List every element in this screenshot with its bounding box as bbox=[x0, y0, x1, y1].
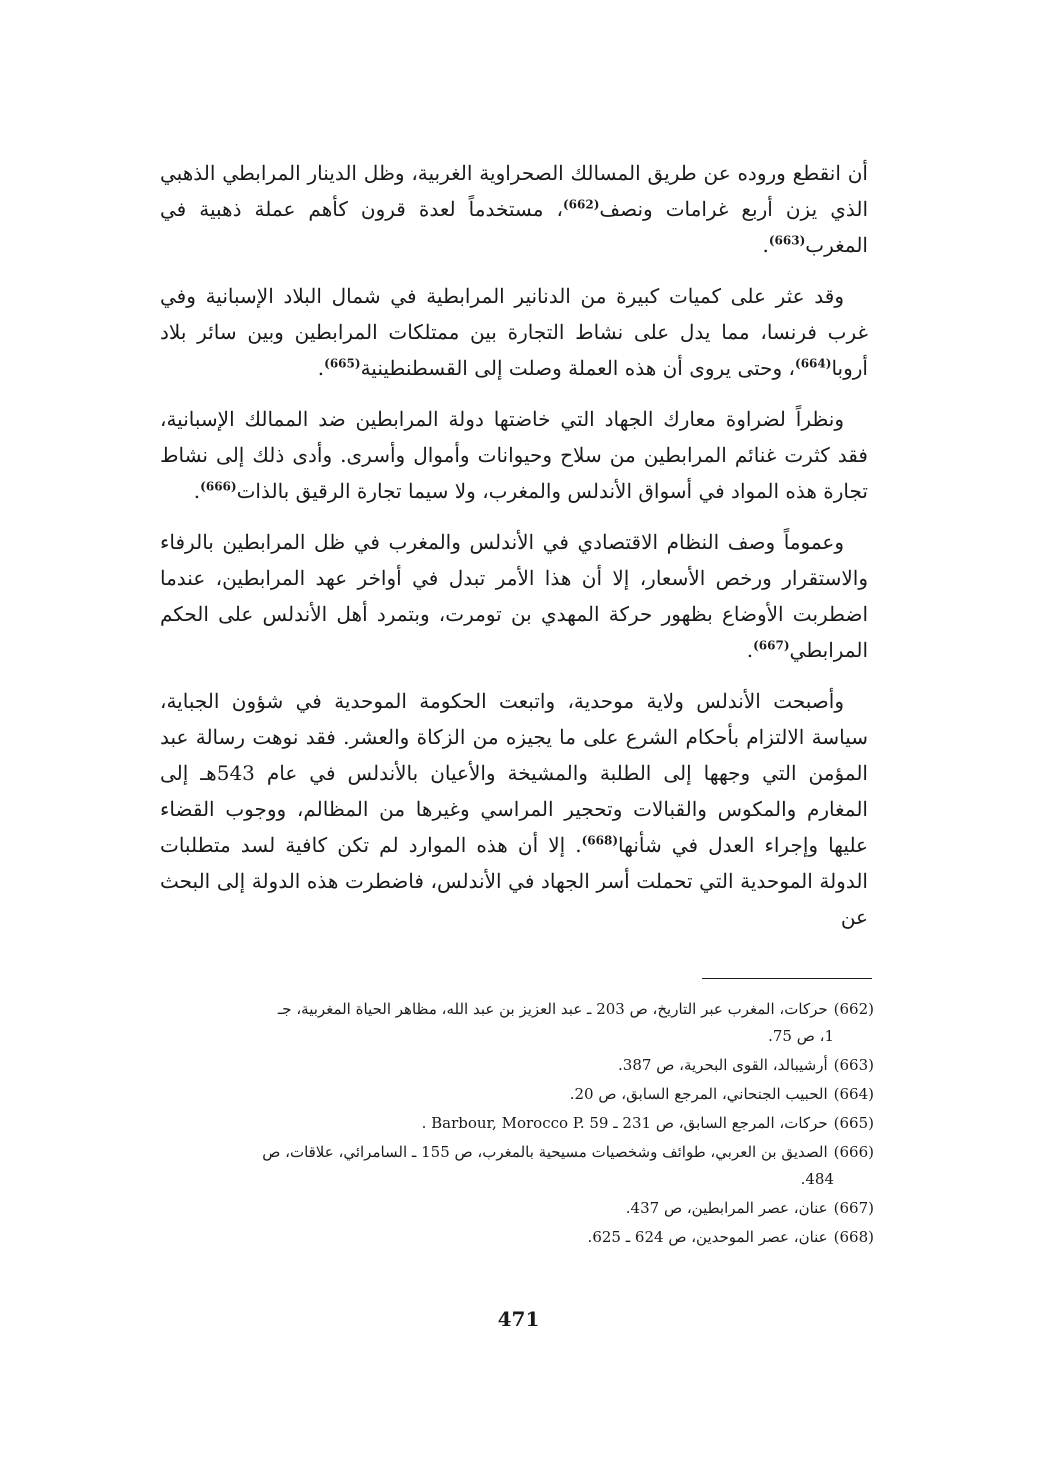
footnote-item bbox=[150, 1081, 874, 1108]
footnote-item bbox=[150, 1110, 874, 1137]
footnote-text: عنان، عصر الموحدين، ص 624 ـ 625. bbox=[587, 1228, 828, 1246]
main-text bbox=[160, 155, 868, 950]
footnote-continuation: 484. bbox=[800, 1170, 834, 1188]
footnote-item bbox=[150, 1052, 874, 1079]
paragraph-text: وعموماً وصف النظام الاقتصادي في الأندلس والمغرب في ظل المرابطين بالرفاء والاستقرار ورخص الأسعار، إلا أن هذا الأمر تبدل في أواخر عهد المرابطين، عندما اضطربت الأوضاع بظهور حركة المهدي بن تومرت، وبتمرد أهل الأندلس على الحكم المرابطي bbox=[160, 530, 868, 662]
paragraph-text: . إلا أن هذه الموارد لم تكن كافية لسد متطلبات الدولة الموحدية التي تحملت أسر الجهاد في الأندلس، فاضطرت هذه الدولة إلى البحث عن bbox=[160, 833, 868, 929]
footnote-number: (667) bbox=[833, 1199, 874, 1217]
footnote-text: عنان، عصر المرابطين، ص 437. bbox=[625, 1199, 828, 1217]
paragraph-text: ونظراً لضراوة معارك الجهاد التي خاضتها دولة المرابطين ضد الممالك الإسبانية، فقد كثرت غنائم المرابطين من سلاح وحيوانات وأموال وأسرى. وأدى ذلك إلى نشاط تجارة هذه المواد في أسواق الأندلس والمغرب، ولا سيما تجارة الرقيق بالذات bbox=[160, 407, 868, 503]
footnote-item bbox=[150, 1195, 874, 1222]
footnote-marker: (667) bbox=[753, 638, 790, 653]
footnote-marker: (666) bbox=[200, 479, 237, 494]
footnote-divider bbox=[702, 978, 872, 979]
paragraph-text: وقد عثر على كميات كبيرة من الدنانير المرابطية في شمال البلاد الإسبانية وفي غرب فرنسا، مما يدل على نشاط التجارة بين ممتلكات المرابطين وبين سائر بلاد أروبا bbox=[160, 284, 868, 380]
paragraph-2 bbox=[160, 278, 868, 386]
paragraph-text: . bbox=[317, 356, 325, 380]
paragraph-3 bbox=[160, 401, 868, 509]
paragraph-text: ، وحتى يروى أن هذه العملة وصلت إلى القسطنطينية bbox=[360, 356, 796, 380]
footnote-text: الصديق بن العربي، طوائف وشخصيات مسيحية بالمغرب، ص 155 ـ السامرائي، علاقات، ص bbox=[262, 1143, 828, 1161]
footnote-number: (662) bbox=[833, 1000, 874, 1018]
footnote-number: (665) bbox=[833, 1114, 874, 1132]
footnote-item bbox=[150, 1139, 874, 1193]
footnote-marker: (662) bbox=[562, 197, 600, 212]
footnote-number: (668) bbox=[833, 1228, 874, 1246]
footnote-continuation: 1، ص 75. bbox=[768, 1027, 834, 1045]
footnote-text: الحبيب الجنحاني، المرجع السابق، ص 20. bbox=[569, 1085, 828, 1103]
footnote-marker: (665) bbox=[324, 356, 361, 371]
paragraph-text: . bbox=[746, 638, 754, 662]
footnote-text: أرشيبالد، القوى البحرية، ص 387. bbox=[618, 1056, 828, 1074]
page-number: 471 bbox=[497, 1307, 540, 1331]
footnote-number: (664) bbox=[833, 1085, 874, 1103]
paragraph-1 bbox=[160, 155, 868, 263]
footnote-marker: (668) bbox=[581, 833, 619, 848]
paragraph-4 bbox=[160, 524, 868, 668]
paragraph-text: . bbox=[762, 233, 769, 257]
footnote-item bbox=[150, 996, 874, 1050]
footnote-item bbox=[150, 1224, 874, 1251]
paragraph-text: ، مستخدماً لعدة قرون كأهم عملة ذهبية في المغرب bbox=[160, 197, 868, 257]
footnote-number: (663) bbox=[833, 1056, 874, 1074]
footnote-marker: (663) bbox=[768, 233, 806, 248]
footnote-text: حركات، المغرب عبر التاريخ، ص 203 ـ عبد العزيز بن عبد الله، مظاهر الحياة المغربية، جـ bbox=[277, 1000, 828, 1018]
footnote-marker: (664) bbox=[795, 356, 832, 371]
paragraph-text: أن انقطع وروده عن طريق المسالك الصحراوية الغربية، وظل الدينار المرابطي الذهبي الذي يزن أربع غرامات ونصف bbox=[160, 161, 868, 221]
footnotes bbox=[150, 996, 874, 1253]
footnote-number: (666) bbox=[833, 1143, 874, 1161]
paragraph-5 bbox=[160, 683, 868, 935]
paragraph-text: . bbox=[193, 479, 201, 503]
paragraph-text: وأصبحت الأندلس ولاية موحدية، واتبعت الحكومة الموحدية في شؤون الجباية، سياسة الالتزام بأحكام الشرع على ما يجيزه من الزكاة والعشر. فقد نوهت رسالة عبد المؤمن التي وجهها إلى الطلبة والمشيخة والأعيان بالأندلس في عام 543هـ إلى المغارم والمكوس والقبالات وتحجير المراسي وغيرها من المظالم، ووجوب القضاء عليها وإجراء العدل في شأنها bbox=[160, 689, 868, 857]
footnote-text: حركات، المرجع السابق، ص 231 ـ Barbour, Morocco P. 59 . bbox=[421, 1114, 828, 1132]
